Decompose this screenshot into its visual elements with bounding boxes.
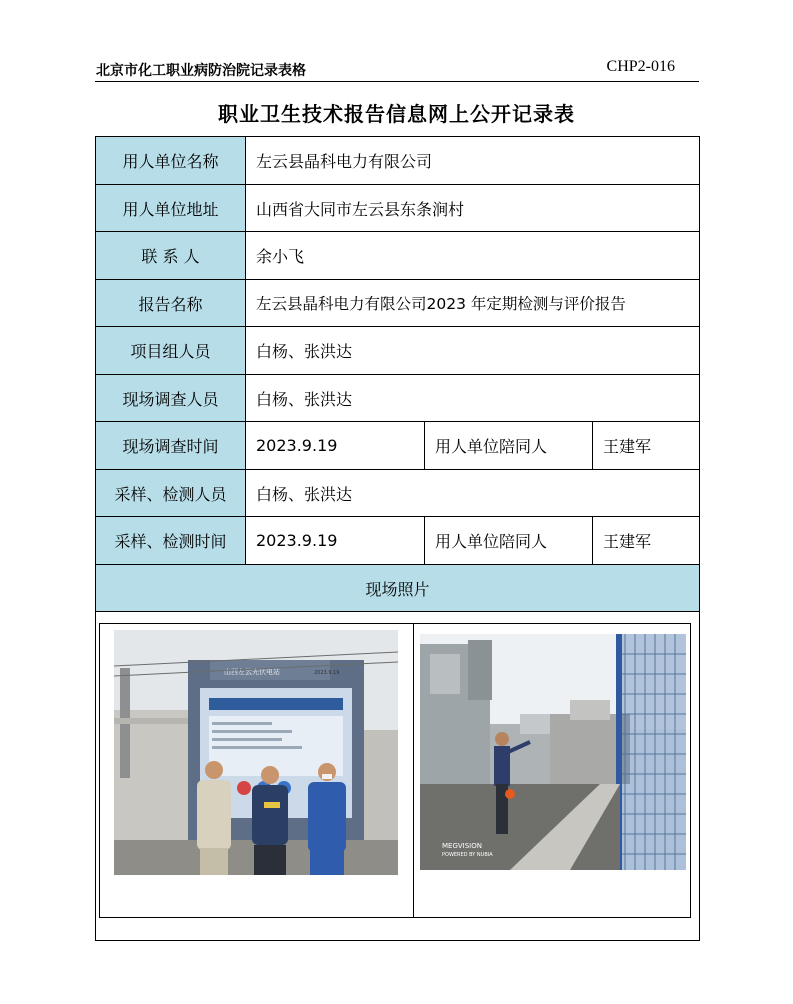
photo-divider: [413, 624, 414, 917]
label-project-members: 项目组人员: [96, 327, 246, 375]
value-sampling-time: 2023.9.19: [246, 517, 425, 565]
photo1-sign-text: 山西左云光伏电站: [224, 668, 280, 676]
site-photo-2: [420, 634, 686, 870]
page-title: 职业卫生技术报告信息网上公开记录表: [218, 102, 575, 126]
label-employer-name: 用人单位名称: [96, 137, 246, 185]
value-site-survey-staff: 白杨、张洪达: [246, 375, 699, 422]
label-site-survey-escort: 用人单位陪同人: [425, 422, 593, 470]
label-sampling-time: 采样、检测时间: [96, 517, 246, 565]
label-sampling-staff: 采样、检测人员: [96, 470, 246, 517]
value-sampling-escort: 王建军: [593, 517, 699, 565]
header-divider: [95, 81, 699, 82]
header-form-code: CHP2-016: [606, 58, 675, 75]
value-sampling-staff: 白杨、张洪达: [246, 470, 699, 517]
header-org-name: 北京市化工职业病防治院记录表格: [96, 63, 306, 79]
label-sampling-escort: 用人单位陪同人: [425, 517, 593, 565]
photo2-watermark-sub: POWERED BY NUBIA: [442, 852, 493, 858]
label-site-survey-staff: 现场调查人员: [96, 375, 246, 422]
value-employer-name: 左云县晶科电力有限公司: [246, 137, 699, 185]
photo-area: [99, 623, 691, 918]
label-contact: 联 系 人: [96, 232, 246, 280]
label-report-name: 报告名称: [96, 280, 246, 327]
value-report-name: 左云县晶科电力有限公司2023 年定期检测与评价报告: [246, 280, 699, 327]
value-site-survey-time: 2023.9.19: [246, 422, 425, 470]
value-project-members: 白杨、张洪达: [246, 327, 699, 375]
value-contact: 余小飞: [246, 232, 699, 280]
value-site-survey-escort: 王建军: [593, 422, 699, 470]
label-employer-address: 用人单位地址: [96, 185, 246, 232]
site-photo-1: [114, 630, 398, 875]
photo1-date-stamp: 2023.9.19: [314, 670, 340, 676]
label-site-survey-time: 现场调查时间: [96, 422, 246, 470]
photo-section-heading: 现场照片: [96, 565, 699, 612]
record-table: [95, 136, 700, 941]
value-employer-address: 山西省大同市左云县东条涧村: [246, 185, 699, 232]
photo2-watermark: MEGVISION: [442, 842, 482, 850]
